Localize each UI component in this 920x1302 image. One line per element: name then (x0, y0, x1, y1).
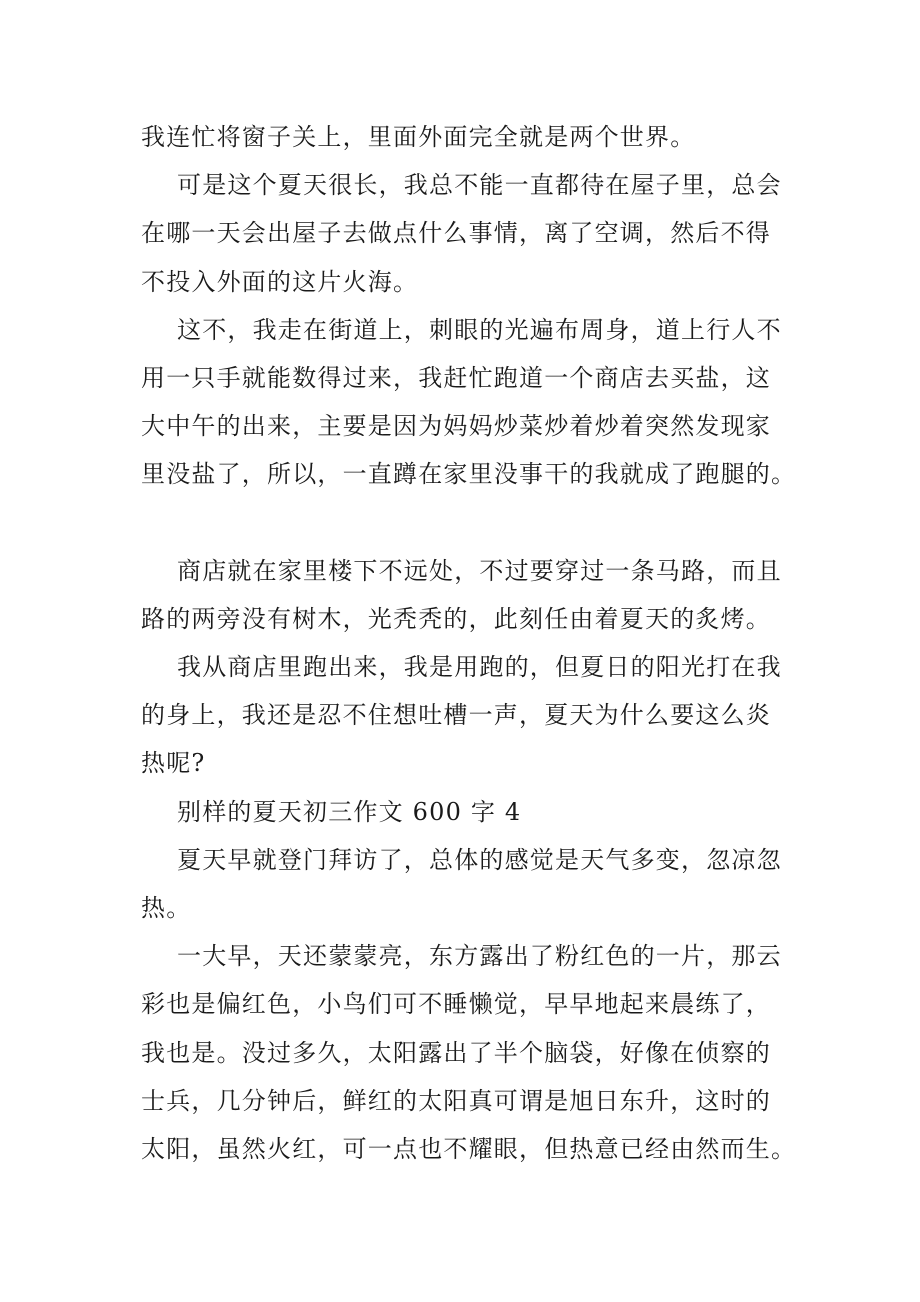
text-line: 里没盐了，所以，一直蹲在家里没事干的我就成了跑腿的。 (141, 460, 797, 489)
essay-text (141, 113, 797, 1173)
text-line: 我连忙将窗子关上，里面外面完全就是两个世界。 (141, 123, 696, 151)
text-line: 用一只手就能数得过来，我赶忙跑道一个商店去买盐，这 (141, 363, 771, 392)
text-line: 大中午的出来，主要是因为妈妈炒菜炒着炒着突然发现家 (141, 412, 771, 441)
text-line: 我从商店里跑出来，我是用跑的，但夏日的阳光打在我 (177, 653, 782, 682)
text-line: 这不，我走在街道上，刺眼的光遍布周身，道上行人不 (177, 315, 782, 344)
text-line: 热呢? (141, 749, 206, 778)
text-line: 可是这个夏天很长，我总不能一直都待在屋子里，总会 (177, 171, 782, 200)
text-line: 在哪一天会出屋子去做点什么事情，离了空调，然后不得 (141, 219, 771, 248)
text-line: 太阳，虽然火红，可一点也不耀眼，但热意已经由然而生。 (141, 1134, 797, 1163)
text-line: 夏天早就登门拜访了，总体的感觉是天气多变，忽凉忽 (177, 845, 782, 874)
text-line: 路的两旁没有树木，光秃秃的，此刻任由着夏天的炙烤。 (141, 604, 771, 633)
text-line: 士兵，几分钟后，鲜红的太阳真可谓是旭日东升，这时的 (141, 1086, 771, 1115)
text-line: 不投入外面的这片火海。 (141, 267, 419, 296)
section-heading: 别样的夏天初三作文 600 字 4 (177, 797, 522, 826)
text-line: 我也是。没过多久，太阳露出了半个脑袋，好像在侦察的 (141, 1038, 771, 1067)
text-line: 一大早，天还蒙蒙亮，东方露出了粉红色的一片，那云 (177, 942, 782, 971)
text-line: 热。 (141, 894, 192, 922)
text-line: 彩也是偏红色，小鸟们可不睡懒觉，早早地起来晨练了， (141, 990, 771, 1019)
paragraph-gap (141, 499, 781, 547)
text-line: 商店就在家里楼下不远处，不过要穿过一条马路，而且 (177, 556, 782, 585)
text-line: 的身上，我还是忍不住想吐槽一声，夏天为什么要这么炎 (141, 701, 771, 730)
